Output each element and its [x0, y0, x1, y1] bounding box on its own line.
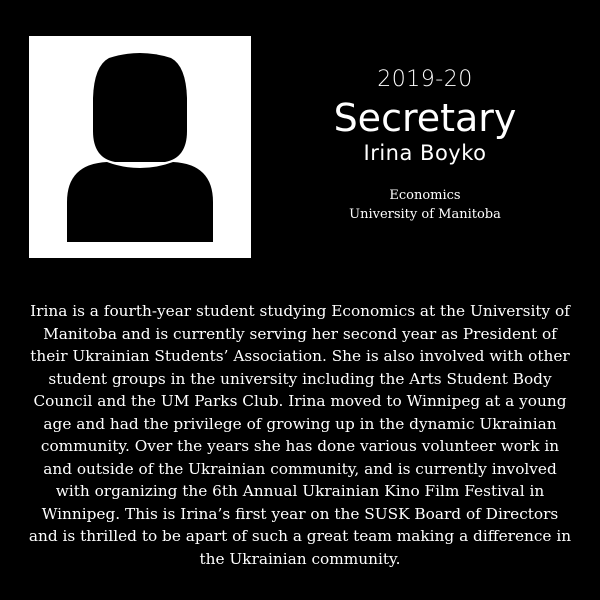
program: Economics — [389, 188, 461, 203]
biography: Irina is a fourth-year student studying Economics at the University of Manitoba and is currently serving her second year as President of their Ukrainian Students’ Association. She is also involved with other student groups in the university including the Arts Student Body Council and the UM Parks Club. Irina moved to Winnipeg at a young age and had the privilege of growing up in the dynamic Ukrainian community. Over the years she has done various volunteer work in and outside of the Ukrainian community, and is currently involved with organizing the 6th Annual Ukrainian Kino Film Festival in Winnipeg. This is Irina’s first year on the SUSK Board of Directors and is thrilled to be apart of such a great team making a difference in the Ukrainian community. — [28, 302, 572, 568]
affiliation — [300, 186, 550, 224]
term-year: 2019-20 — [377, 67, 473, 92]
member-name: Irina Boyko — [363, 141, 487, 165]
person-silhouette-icon — [29, 36, 251, 258]
profile-photo — [29, 36, 251, 258]
institution: University of Manitoba — [349, 207, 501, 222]
profile-header — [300, 66, 550, 224]
role-title: Secretary — [333, 96, 517, 140]
